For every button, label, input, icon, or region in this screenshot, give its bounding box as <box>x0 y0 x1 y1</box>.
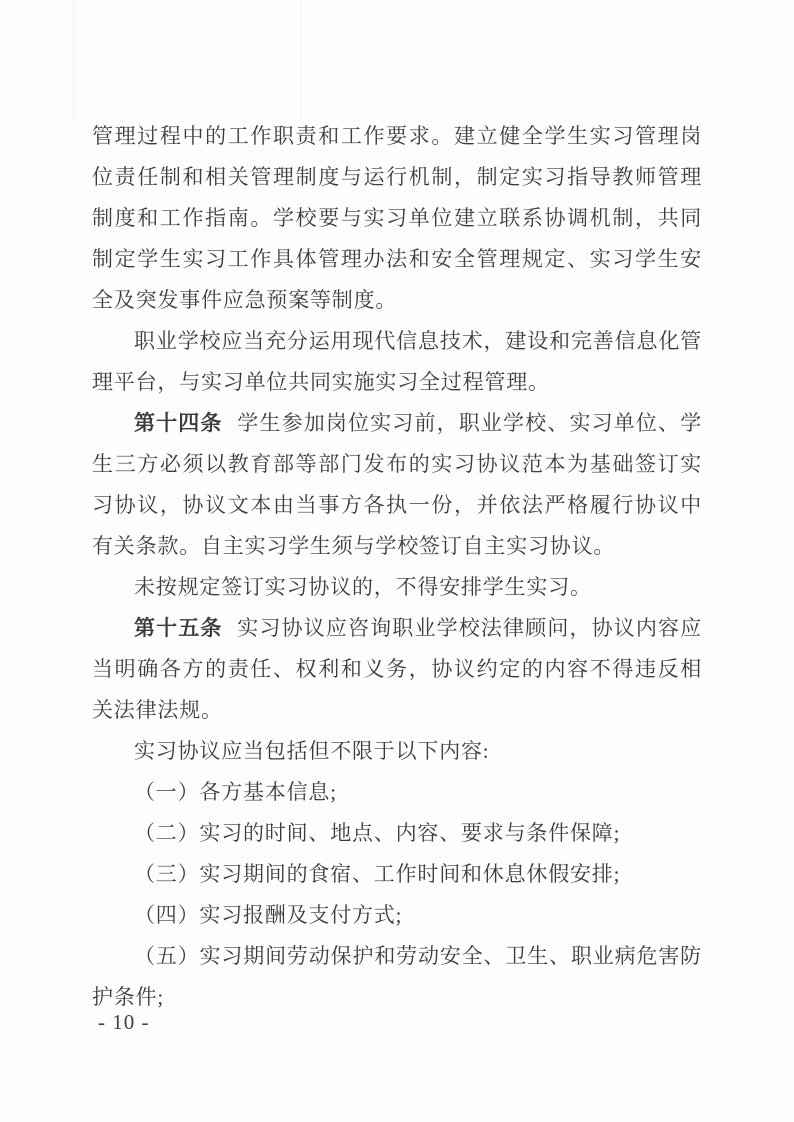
list-item-3 <box>92 854 702 895</box>
document-body <box>92 116 702 1018</box>
list-item-4 <box>92 895 702 936</box>
list-item-5 <box>92 936 702 1018</box>
paragraph-text: 实习协议应当包括但不限于以下内容: <box>134 739 490 763</box>
list-item-1 <box>92 772 702 813</box>
paragraph-text: 未按规定签订实习协议的，不得安排学生实习。 <box>134 575 592 599</box>
article-15-paragraph <box>92 608 702 731</box>
scan-artifact-line <box>300 0 301 120</box>
list-intro-paragraph <box>92 731 702 772</box>
article-15-heading: 第十五条 <box>134 616 223 640</box>
list-item-text: （四）实习报酬及支付方式; <box>134 903 403 927</box>
page-number: - 10 - <box>98 1010 150 1034</box>
paragraph-text: 实习协议应咨询职业学校法律顾问，协议内容应当明确各方的责任、权利和义务，协议约定的内容不得违反相关法律法规。 <box>92 616 702 722</box>
paragraph-text: 管理过程中的工作职责和工作要求。建立健全学生实习管理岗位责任制和相关管理制度与运行机制，制定实习指导教师管理制度和工作指南。学校要与实习单位建立联系协调机制，共同制定学生实习工作具体管理办法和安全管理规定、实习学生安全及突发事件应急预案等制度。 <box>92 124 702 312</box>
paragraph-text: 学生参加岗位实习前，职业学校、实习单位、学生三方必须以教育部等部门发布的实习协议范本为基础签订实习协议，协议文本由当事方各执一份，并依法严格履行协议中有关条款。自主实习学生须与学校签订自主实习协议。 <box>92 411 702 558</box>
list-item-text: （五）实习期间劳动保护和劳动安全、卫生、职业病危害防护条件; <box>92 944 702 1009</box>
list-item-text: （三）实习期间的食宿、工作时间和休息休假安排; <box>134 862 621 886</box>
article-14-paragraph <box>92 403 702 567</box>
list-item-2 <box>92 813 702 854</box>
body-paragraph-info-platform <box>92 321 702 403</box>
body-paragraph-no-agreement <box>92 567 702 608</box>
list-item-text: （一）各方基本信息; <box>134 780 337 804</box>
scan-artifact-line <box>73 0 74 120</box>
body-paragraph-continuation <box>92 116 702 321</box>
paragraph-text: 职业学校应当充分运用现代信息技术，建设和完善信息化管理平台，与实习单位共同实施实习全过程管理。 <box>92 329 702 394</box>
list-item-text: （二）实习的时间、地点、内容、要求与条件保障; <box>134 821 621 845</box>
article-14-heading: 第十四条 <box>134 411 223 435</box>
